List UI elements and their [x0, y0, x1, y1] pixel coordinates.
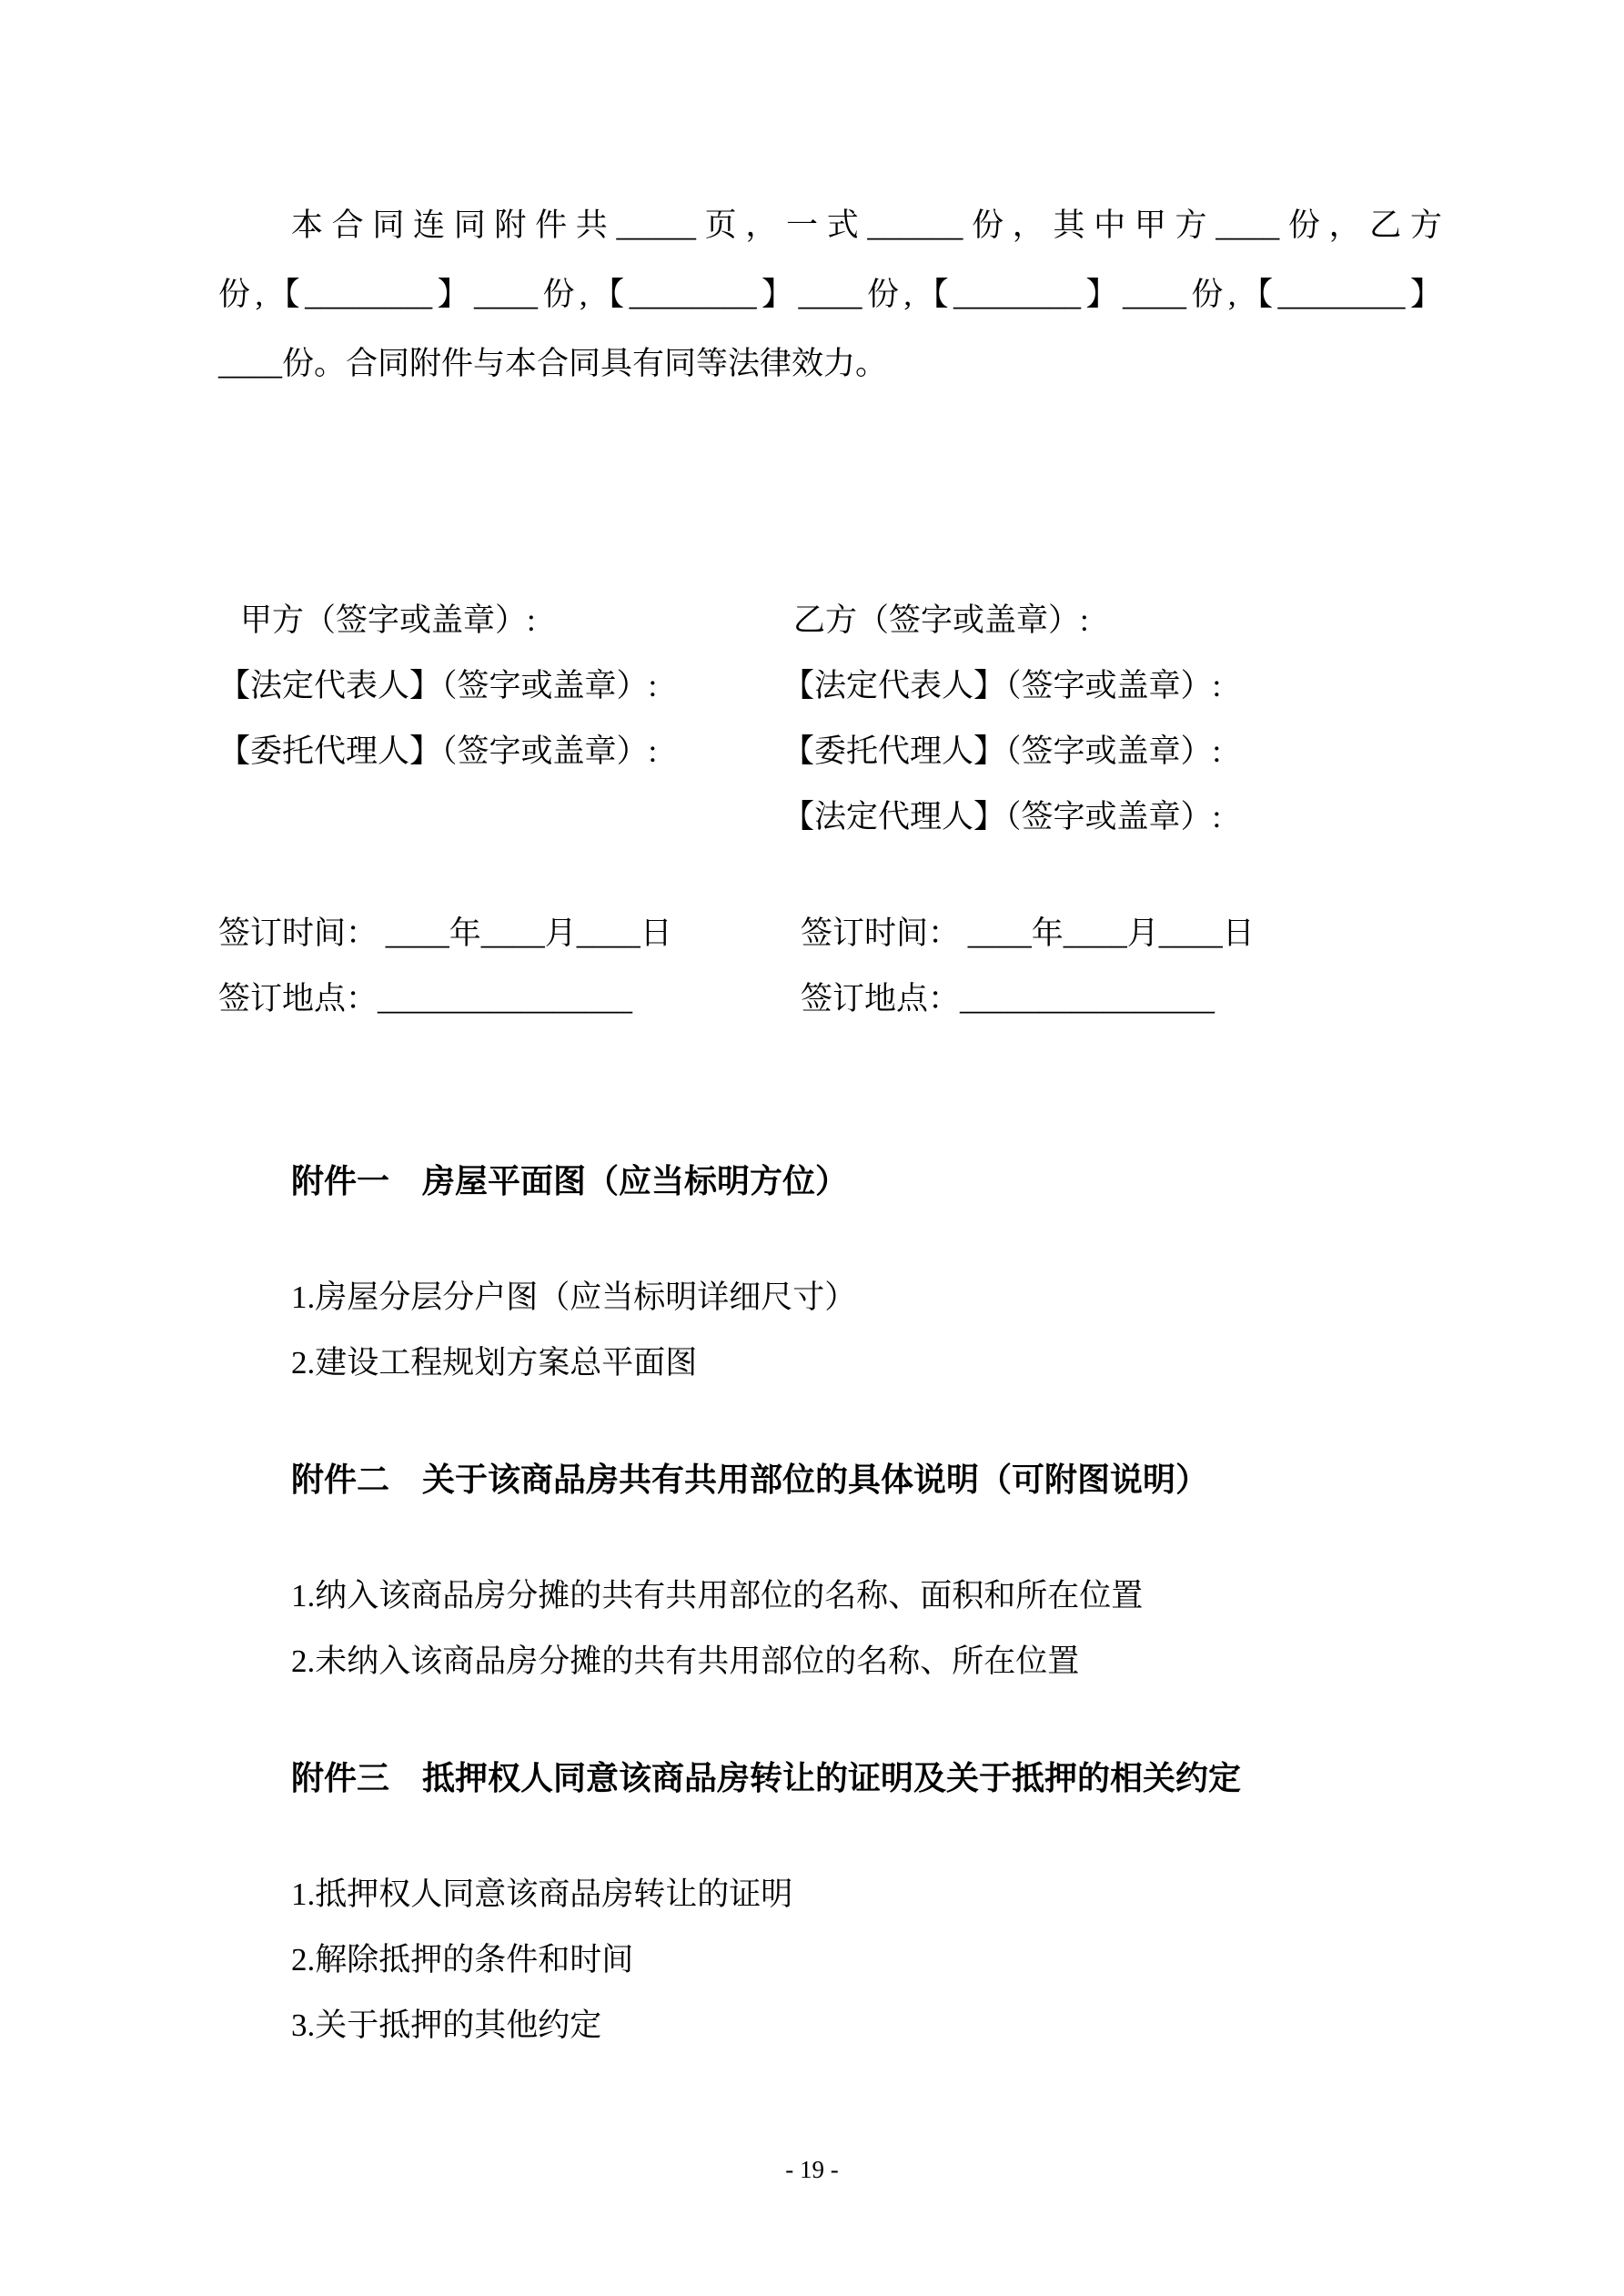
party-b-legal-agent-label: 【法定代理人】（签字或盖章）: [782, 799, 1222, 834]
party-b-signing-time: 签订时间： ____年____月____日 [801, 915, 1255, 951]
party-b-signature-block [782, 588, 1442, 850]
party-a-signature-block [218, 588, 782, 784]
attachment-3-item-3: 3.关于抵押的其他约定 [291, 2008, 602, 2043]
attachments-section [218, 1148, 1442, 2058]
party-b-signing-block [782, 901, 1442, 1032]
signature-section [218, 588, 1442, 850]
party-a-sign-label: 甲方（签字或盖章）: [240, 602, 536, 638]
attachment-1-item-2: 2.建设工程规划方案总平面图 [291, 1345, 698, 1381]
party-a-signing-time: 签订时间： ____年____月____日 [218, 915, 672, 951]
party-a-entrusted-agent-label: 【委托代理人】（签字或盖章）: [218, 733, 658, 769]
attachment-3-title: 附件三 抵押权人同意该商品房转让的证明及关于抵押的相关约定 [291, 1759, 1242, 1796]
attachment-3-item-1: 1.抵押权人同意该商品房转让的证明 [291, 1876, 793, 1912]
party-b-signing-place: 签订地点：________________ [801, 981, 1215, 1017]
party-b-sign-label: 乙方（签字或盖章）: [793, 602, 1089, 638]
attachment-1-title: 附件一 房屋平面图（应当标明方位） [291, 1162, 849, 1199]
attachment-1-item-1: 1.房屋分层分户图（应当标明详细尺寸） [291, 1279, 857, 1315]
copies-clause-line-2: 份,【________】____份,【________】____份,【________】____份,【________】 [218, 277, 1442, 312]
attachment-1-items [291, 1265, 1442, 1396]
attachment-3-items [291, 1862, 1442, 2058]
page-number: - 19 - [785, 2156, 839, 2183]
party-a-signing-block [218, 901, 782, 1032]
attachment-2-item-1: 1.纳入该商品房分摊的共有共用部位的名称、面积和所在位置 [291, 1578, 1144, 1613]
party-a-signing-place: 签订地点：________________ [218, 981, 633, 1017]
attachment-2-item-2: 2.未纳入该商品房分摊的共有共用部位的名称、所在位置 [291, 1644, 1080, 1679]
party-b-legal-representative-label: 【法定代表人】（签字或盖章）: [782, 668, 1222, 703]
copies-clause-line-3: ____份。合同附件与本合同具有同等法律效力。 [218, 346, 888, 381]
attachment-2-items [291, 1563, 1442, 1694]
copies-clause-line-1: 本合同连同附件共_____页，一式______份，其中甲方____份，乙方 [291, 207, 1442, 243]
attachment-2-title: 附件二 关于该商品房共有共用部位的具体说明（可附图说明） [291, 1461, 1209, 1498]
signing-info-section [218, 901, 1442, 1032]
party-b-entrusted-agent-label: 【委托代理人】（签字或盖章）: [782, 733, 1222, 769]
copies-clause [218, 191, 1442, 399]
attachment-3-item-2: 2.解除抵押的条件和时间 [291, 1942, 634, 1977]
party-a-legal-representative-label: 【法定代表人】（签字或盖章）: [218, 668, 658, 703]
